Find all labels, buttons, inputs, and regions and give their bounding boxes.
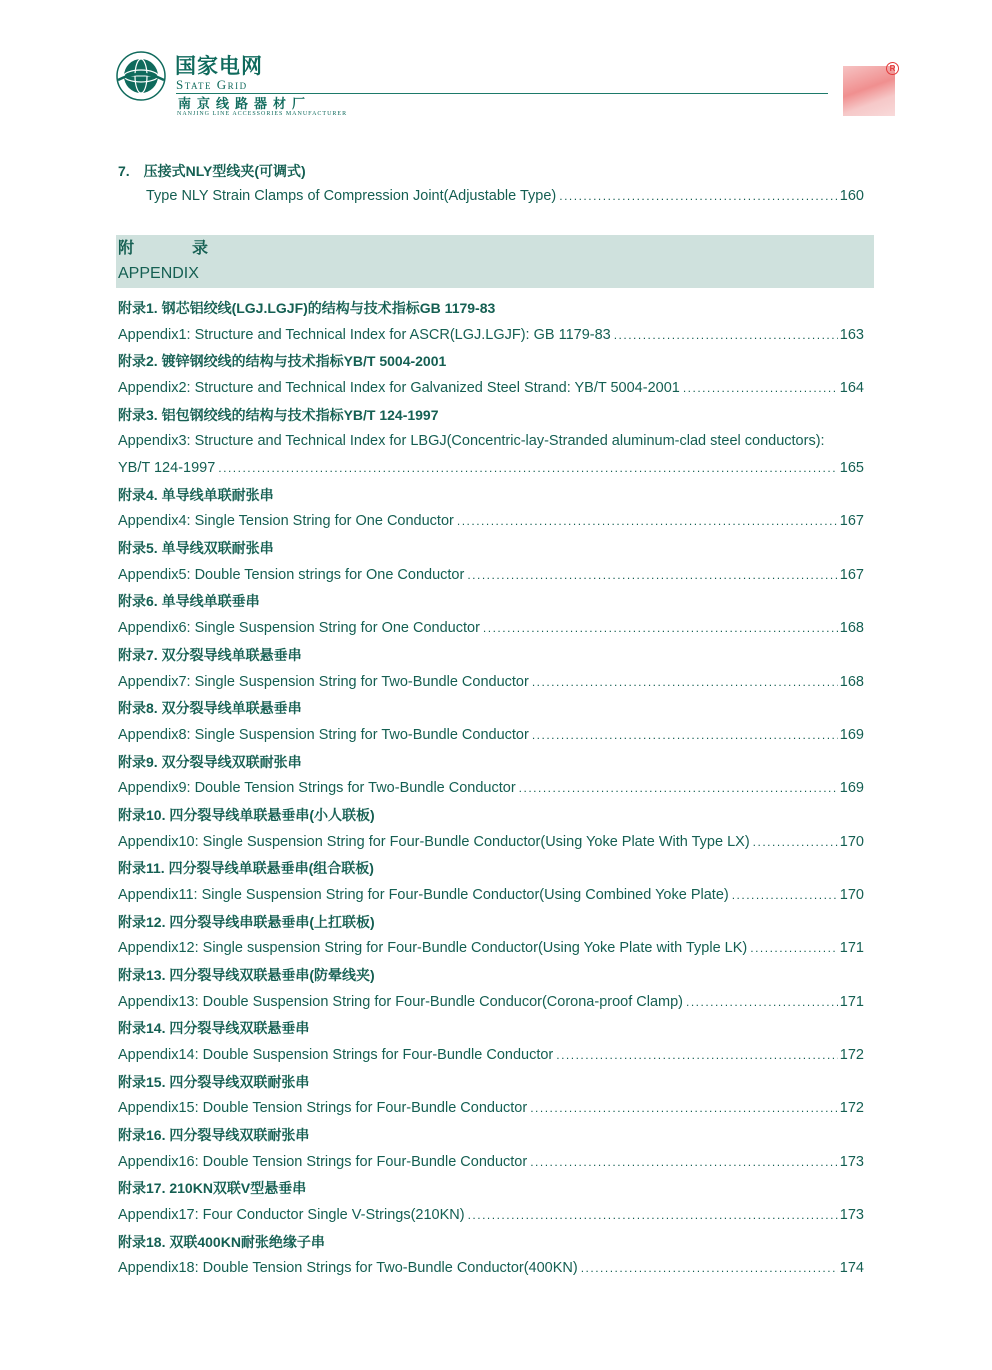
toc-leader-dots	[614, 325, 838, 345]
toc-entry-title: Appendix7: Single Suspension String for Two-Bundle Conductor	[118, 674, 529, 690]
corner-decoration	[843, 66, 895, 116]
toc-leader-dots	[556, 1045, 838, 1065]
toc-entry[interactable]	[118, 992, 864, 1012]
toc-heading-cn: 附录13. 四分裂导线双联悬垂串(防晕线夹)	[118, 967, 375, 983]
toc-entry-title: Appendix2: Structure and Technical Index for Galvanized Steel Strand: YB/T 5004-2001	[118, 380, 680, 396]
toc-leader-dots	[732, 885, 838, 905]
toc-entry[interactable]	[118, 565, 864, 585]
toc-leader-dots	[750, 938, 838, 958]
toc-leader-dots	[530, 1098, 838, 1118]
toc-entry[interactable]	[118, 1045, 864, 1065]
factory-name-cn: 南京线路器材厂	[178, 96, 312, 111]
toc-entry[interactable]	[118, 1258, 864, 1278]
toc-page-number: 172	[839, 1047, 864, 1063]
toc-leader-dots	[519, 778, 838, 798]
toc-heading-cn: 附录1. 钢芯铝绞线(LGJ.LGJF)的结构与技术指标GB 1179-83	[118, 300, 496, 316]
toc-entry-title: Appendix4: Single Tension String for One Conductor	[118, 513, 454, 529]
toc-page-number: 168	[839, 620, 864, 636]
toc-heading-cn: 附录10. 四分裂导线单联悬垂串(小人联板)	[118, 807, 375, 823]
toc-entry[interactable]	[118, 725, 864, 745]
toc-leader-dots	[467, 565, 837, 585]
toc-heading-cn: 附录5. 单导线双联耐张串	[118, 540, 274, 556]
toc-heading-cn: 7. 压接式NLY型线夹(可调式)	[118, 163, 306, 179]
toc-leader-dots	[686, 992, 838, 1012]
toc-entry-title: Appendix6: Single Suspension String for One Conductor	[118, 620, 480, 636]
toc-heading-cn: 附录4. 单导线单联耐张串	[118, 487, 274, 503]
brand-name-cn: 国家电网	[175, 55, 263, 78]
toc-page-number: 173	[839, 1207, 864, 1223]
toc-page-number: 168	[839, 674, 864, 690]
toc-entry-title-line1[interactable]: Appendix3: Structure and Technical Index for LBGJ(Concentric-lay-Stranded aluminum-clad steel conductors):	[118, 433, 825, 449]
toc-entry-title: Appendix11: Single Suspension String for Four-Bundle Conductor(Using Combined Yoke Plate)	[118, 887, 729, 903]
toc-leader-dots	[218, 458, 838, 478]
toc-page-number: 173	[839, 1154, 864, 1170]
toc-page-number: 171	[839, 994, 864, 1010]
toc-leader-dots	[532, 725, 838, 745]
toc-heading-cn: 附录18. 双联400KN耐张绝缘子串	[118, 1234, 325, 1250]
toc-page-number: 167	[839, 513, 864, 529]
toc-leader-dots	[753, 832, 838, 852]
toc-leader-dots	[468, 1205, 838, 1225]
toc-page-number: 164	[839, 380, 864, 396]
toc-heading-cn: 附录11. 四分裂导线单联悬垂串(组合联板)	[118, 860, 374, 876]
toc-entry[interactable]	[118, 885, 864, 905]
toc-entry[interactable]	[118, 458, 864, 478]
toc-entry-title: Appendix18: Double Tension Strings for Two-Bundle Conductor(400KN)	[118, 1260, 578, 1276]
toc-entry[interactable]	[118, 618, 864, 638]
toc-entry[interactable]	[118, 1205, 864, 1225]
toc-heading-cn: 附录7. 双分裂导线单联悬垂串	[118, 647, 302, 663]
toc-leader-dots	[683, 378, 838, 398]
toc-leader-dots	[559, 186, 838, 206]
toc-page-number: 167	[839, 567, 864, 583]
toc-page-number: 169	[839, 727, 864, 743]
toc-page-number: 170	[839, 834, 864, 850]
toc-entry[interactable]	[118, 1152, 864, 1172]
toc-entry[interactable]	[118, 325, 864, 345]
toc-entry-title: YB/T 124-1997	[118, 460, 216, 476]
toc-heading-cn: 附录6. 单导线单联垂串	[118, 593, 260, 609]
toc-heading-cn: 附录17. 210KN双联V型悬垂串	[118, 1180, 307, 1196]
toc-entry-title: Appendix14: Double Suspension Strings for Four-Bundle Conductor	[118, 1047, 554, 1063]
appendix-section-band	[116, 235, 874, 288]
state-grid-globe-logo	[115, 50, 167, 102]
toc-entry[interactable]	[118, 378, 864, 398]
toc-page-number: 172	[839, 1100, 864, 1116]
section-title-cn: 附 录	[118, 240, 208, 257]
toc-entry[interactable]	[118, 832, 864, 852]
toc-page-number: 169	[839, 780, 864, 796]
toc-heading-cn: 附录9. 双分裂导线双联耐张串	[118, 754, 302, 770]
toc-page-number: 174	[839, 1260, 864, 1276]
toc-entry[interactable]	[118, 938, 864, 958]
toc-heading-cn: 附录15. 四分裂导线双联耐张串	[118, 1074, 310, 1090]
header-rule	[176, 93, 828, 94]
toc-entry-title: Appendix16: Double Tension Strings for Four-Bundle Conductor	[118, 1154, 528, 1170]
toc-entry-title: Appendix9: Double Tension Strings for Two-Bundle Conductor	[118, 780, 516, 796]
toc-leader-dots	[457, 511, 838, 531]
toc-page-number: 160	[839, 188, 864, 204]
toc-entry-title: Appendix5: Double Tension strings for One Conductor	[118, 567, 465, 583]
toc-heading-cn: 附录16. 四分裂导线双联耐张串	[118, 1127, 310, 1143]
toc-heading-cn: 附录14. 四分裂导线双联悬垂串	[118, 1020, 310, 1036]
toc-heading-cn: 附录8. 双分裂导线单联悬垂串	[118, 700, 302, 716]
toc-entry-title: Appendix12: Single suspension String for Four-Bundle Conductor(Using Yoke Plate with Typle LK)	[118, 940, 748, 956]
toc-entry[interactable]	[146, 186, 864, 206]
toc-leader-dots	[581, 1258, 838, 1278]
toc-entry-title: Appendix13: Double Suspension String for Four-Bundle Conducor(Corona-proof Clamp)	[118, 994, 684, 1010]
section-title-en: APPENDIX	[118, 265, 199, 282]
toc-heading-cn: 附录2. 镀锌钢绞线的结构与技术指标YB/T 5004-2001	[118, 353, 447, 369]
toc-heading-cn: 附录12. 四分裂导线串联悬垂串(上扛联板)	[118, 914, 375, 930]
toc-entry[interactable]	[118, 1098, 864, 1118]
toc-entry-title: Appendix15: Double Tension Strings for Four-Bundle Conductor	[118, 1100, 528, 1116]
toc-entry[interactable]	[118, 672, 864, 692]
toc-entry[interactable]	[118, 778, 864, 798]
toc-entry[interactable]	[118, 511, 864, 531]
factory-name-en: NANJING LINE ACCESSORIES MANUFACTURER	[177, 111, 348, 117]
toc-entry-title: Type NLY Strain Clamps of Compression Joint(Adjustable Type)	[146, 188, 557, 204]
toc-page-number: 165	[839, 460, 864, 476]
toc-page-number: 170	[839, 887, 864, 903]
brand-name-en: State Grid	[176, 77, 248, 92]
registered-mark-icon: R	[886, 62, 899, 75]
toc-entry-title: Appendix1: Structure and Technical Index for ASCR(LGJ.LGJF): GB 1179-83	[118, 327, 611, 343]
toc-leader-dots	[483, 618, 838, 638]
toc-leader-dots	[530, 1152, 838, 1172]
toc-entry-title: Appendix8: Single Suspension String for Two-Bundle Conductor	[118, 727, 529, 743]
toc-page-number: 171	[839, 940, 864, 956]
toc-leader-dots	[532, 672, 838, 692]
toc-entry-title: Appendix17: Four Conductor Single V-Strings(210KN)	[118, 1207, 465, 1223]
toc-page-number: 163	[839, 327, 864, 343]
toc-heading-cn: 附录3. 铝包钢绞线的结构与技术指标YB/T 124-1997	[118, 407, 439, 423]
toc-entry-title: Appendix10: Single Suspension String for Four-Bundle Conductor(Using Yoke Plate With Type LX)	[118, 834, 750, 850]
